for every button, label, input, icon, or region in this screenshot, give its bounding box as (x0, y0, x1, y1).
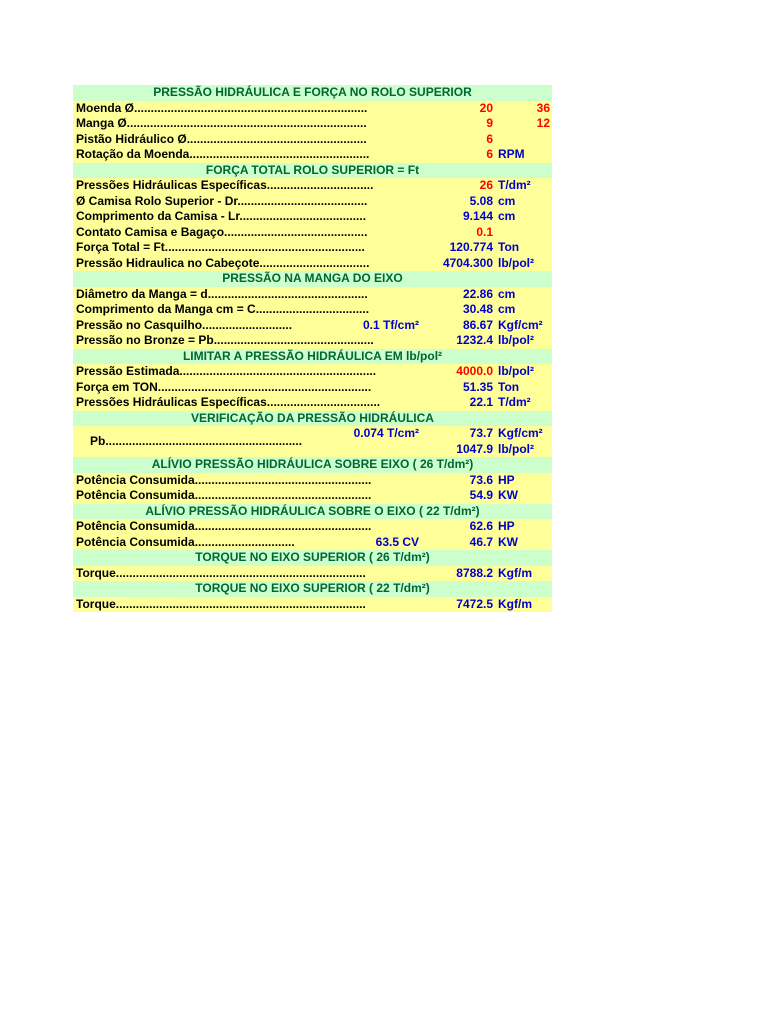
data-row (73, 209, 552, 225)
row-label: Força Total = Ft............................................................ (76, 240, 365, 254)
row-extra-value: 12 (536, 116, 550, 130)
data-row (73, 132, 552, 148)
section-title: ALÍVIO PRESSÃO HIDRÁULICA SOBRE EIXO ( 26 T/dm²) (151, 457, 474, 471)
row-label: Pb........................................................... (90, 434, 303, 448)
row-unit: lb/pol² (498, 364, 534, 378)
row-unit: Kgf/cm² (498, 426, 543, 440)
row-unit: lb/pol² (498, 255, 534, 270)
section-title: LIMITAR A PRESSÃO HIDRÁULICA EM lb/pol² (182, 348, 443, 363)
row-value: 4704.300 (442, 255, 493, 270)
row-value: 7472.5 (456, 596, 493, 611)
data-row (73, 488, 552, 504)
mid-value: 0.074 T/cm² (353, 426, 419, 440)
row-label: Potência Consumida.............................. (76, 534, 295, 549)
row-label: Potência Consumida..................................................... (76, 488, 372, 502)
row-value: 9.144 (462, 209, 493, 223)
section-title: TORQUE NO EIXO SUPERIOR ( 22 T/dm²) (195, 581, 430, 595)
section-header (73, 504, 552, 520)
row-unit: Ton (498, 240, 520, 254)
row-unit: cm (498, 209, 516, 223)
data-row (73, 101, 552, 117)
row-label: Torque........................................................................... (76, 596, 366, 611)
data-row (73, 333, 552, 349)
data-row (73, 116, 552, 132)
section-title: PRESSÃO NA MANGA DO EIXO (222, 271, 403, 285)
row-label: Potência Consumida..................................................... (76, 472, 372, 487)
row-value: 5.08 (469, 193, 493, 208)
data-row (73, 426, 552, 457)
row-unit: HP (498, 472, 515, 487)
data-row (73, 566, 552, 582)
row-value: 62.6 (469, 519, 493, 533)
row-unit: Ton (498, 379, 520, 394)
row-value: 22.1 (469, 395, 493, 409)
spreadsheet (73, 85, 552, 612)
row-value: 26 (479, 178, 493, 192)
data-row (73, 240, 552, 256)
row-extra-value: 36 (536, 100, 550, 115)
row-value-2: 1047.9 (456, 441, 493, 456)
row-unit: lb/pol² (498, 333, 534, 347)
row-unit: Kgf/cm² (498, 317, 543, 332)
row-label: Ø Camisa Rolo Superior - Dr....................................... (76, 193, 368, 208)
row-value: 46.7 (469, 534, 493, 549)
row-unit: cm (498, 302, 516, 316)
mid-value: 0.1 Tf/cm² (362, 317, 419, 332)
data-row (73, 473, 552, 489)
mid-value: 63.5 CV (375, 534, 419, 549)
data-row (73, 395, 552, 411)
row-value: 6 (486, 131, 493, 146)
row-value: 86.67 (462, 317, 493, 332)
row-label: Diâmetro da Manga = d................................................ (76, 286, 368, 301)
row-value: 20 (479, 100, 493, 115)
data-row (73, 225, 552, 241)
row-value: 8788.2 (456, 565, 493, 580)
row-unit: RPM (498, 147, 525, 161)
row-label: Contato Camisa e Bagaço........................................... (76, 224, 368, 239)
data-row (73, 519, 552, 535)
data-row (73, 147, 552, 163)
row-label: Pressão no Bronze = Pb................................................ (76, 333, 374, 347)
row-label: Pressão Estimada........................................................... (76, 364, 377, 378)
row-value: 9 (486, 116, 493, 130)
row-label: Pressões Hidráulicas Específicas.................................. (76, 395, 381, 409)
row-label: Comprimento da Manga cm = C.................................. (76, 302, 370, 316)
section-header (73, 457, 552, 473)
data-row (73, 256, 552, 272)
row-label: Torque........................................................................... (76, 565, 366, 580)
row-value: 0.1 (476, 224, 493, 239)
row-unit-2: lb/pol² (498, 441, 534, 456)
data-row (73, 535, 552, 551)
data-row (73, 318, 552, 334)
row-label: Moenda Ø...................................................................... (76, 100, 368, 115)
data-row (73, 380, 552, 396)
section-title: VERIFICAÇÃO DA PRESSÃO HIDRÁULICA (191, 410, 434, 425)
row-value: 30.48 (462, 302, 493, 316)
data-row (73, 302, 552, 318)
row-value: 6 (486, 147, 493, 161)
row-unit: KW (498, 534, 518, 549)
row-label: Rotação da Moenda...................................................... (76, 147, 370, 161)
row-label: Comprimento da Camisa - Lr...................................... (76, 209, 367, 223)
row-unit: KW (498, 488, 518, 502)
section-title: FORÇA TOTAL ROLO SUPERIOR = Ft (205, 162, 420, 177)
row-value: 1232.4 (456, 333, 493, 347)
row-label: Pistão Hidráulico Ø...................................................... (76, 131, 367, 146)
section-title: TORQUE NO EIXO SUPERIOR ( 26 T/dm²) (195, 550, 430, 564)
row-value: 73.6 (469, 472, 493, 487)
row-value: 54.9 (469, 488, 493, 502)
section-header (73, 411, 552, 427)
section-title: PRESSÃO HIDRÁULICA E FORÇA NO ROLO SUPERIOR (153, 85, 472, 99)
row-value: 73.7 (469, 426, 493, 440)
row-label: Pressão no Casquilho........................... (76, 317, 293, 332)
row-label: Força em TON................................................................ (76, 379, 372, 394)
section-header (73, 163, 552, 179)
row-value: 51.35 (462, 379, 493, 394)
section-header (73, 85, 552, 101)
row-label: Potência Consumida..................................................... (76, 519, 372, 533)
row-value: 4000.0 (456, 364, 493, 378)
row-unit: Kgf/m (498, 565, 532, 580)
data-row (73, 178, 552, 194)
data-row (73, 364, 552, 380)
section-header (73, 349, 552, 365)
row-unit: HP (498, 519, 515, 533)
row-label: Pressões Hidráulicas Específicas................................ (76, 178, 374, 192)
data-row (73, 194, 552, 210)
row-label: Pressão Hidraulica no Cabeçote................................. (76, 255, 370, 270)
section-title: ALÍVIO PRESSÃO HIDRÁULICA SOBRE O EIXO ( 22 T/dm²) (145, 503, 480, 518)
row-unit: Kgf/m (498, 596, 532, 611)
row-unit: cm (498, 286, 516, 301)
row-unit: T/dm² (498, 178, 531, 192)
row-value: 120.774 (449, 240, 493, 254)
section-header (73, 271, 552, 287)
data-row (73, 287, 552, 303)
row-value: 22.86 (462, 286, 493, 301)
row-unit: cm (498, 193, 516, 208)
data-row (73, 597, 552, 613)
section-header (73, 581, 552, 597)
row-label: Manga Ø........................................................................ (76, 116, 367, 130)
row-unit: T/dm² (498, 395, 531, 409)
section-header (73, 550, 552, 566)
